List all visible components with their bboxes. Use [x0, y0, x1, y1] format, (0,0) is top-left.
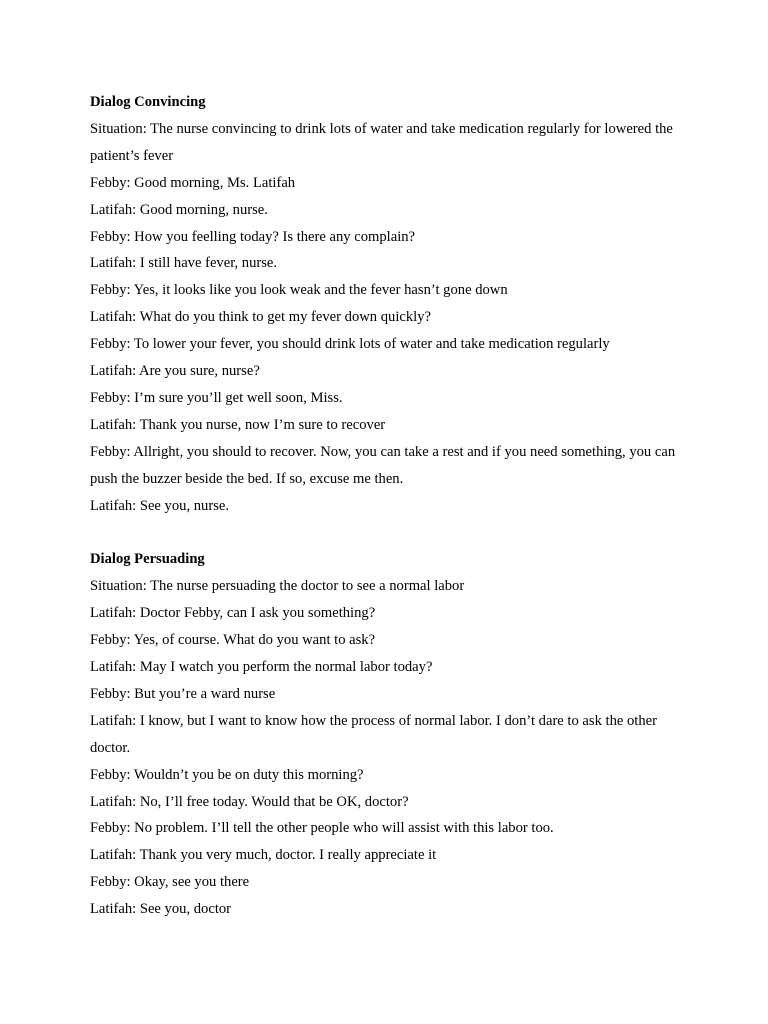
dialog-line: Febby: I’m sure you’ll get well soon, Miss.	[90, 389, 343, 406]
dialog-line: Febby: Good morning, Ms. Latifah	[90, 174, 296, 191]
dialog-line: Febby: How you feelling today? Is there any complain?	[90, 228, 416, 245]
dialog-line: Situation: The nurse persuading the doctor to see a normal labor	[90, 578, 465, 595]
dialog-line: Latifah: Thank you nurse, now I’m sure to recover	[90, 416, 386, 433]
section-spacer	[90, 520, 690, 547]
dialog-line: Situation: The nurse convincing to drink lots of water and take medication regularly for lowered the patient’s fever	[90, 120, 673, 164]
dialog-line: Latifah: No, I’ll free today. Would that be OK, doctor?	[90, 793, 409, 810]
document-page	[90, 89, 690, 923]
dialog-line: Febby: Wouldn’t you be on duty this morning?	[90, 766, 364, 783]
dialog-line: Latifah: Good morning, nurse.	[90, 201, 268, 218]
dialog-line: Febby: To lower your fever, you should drink lots of water and take medication regularly	[90, 336, 610, 353]
dialog-line: Latifah: Are you sure, nurse?	[90, 363, 260, 380]
dialog-line: Febby: No problem. I’ll tell the other people who will assist with this labor too.	[90, 820, 554, 837]
dialog-line: Latifah: What do you think to get my fever down quickly?	[90, 309, 431, 326]
section-title-convincing: Dialog Convincing	[90, 94, 206, 110]
dialog-line: Febby: Okay, see you there	[90, 874, 250, 891]
dialog-line: Latifah: I still have fever, nurse.	[90, 255, 278, 272]
dialog-line: Febby: Yes, of course. What do you want to ask?	[90, 632, 376, 649]
dialog-line: Latifah: May I watch you perform the normal labor today?	[90, 659, 433, 676]
dialog-line: Latifah: I know, but I want to know how the process of normal labor. I don’t dare to ask the other doctor.	[90, 712, 657, 756]
dialog-line: Febby: Yes, it looks like you look weak and the fever hasn’t gone down	[90, 282, 508, 299]
dialog-line: Latifah: Thank you very much, doctor. I really appreciate it	[90, 847, 437, 864]
dialog-line: Febby: But you’re a ward nurse	[90, 685, 276, 702]
dialog-line: Latifah: See you, doctor	[90, 901, 232, 918]
dialog-line: Latifah: Doctor Febby, can I ask you something?	[90, 605, 376, 622]
section-title-persuading: Dialog Persuading	[90, 551, 205, 568]
dialog-line: Latifah: See you, nurse.	[90, 497, 230, 514]
dialog-line: Febby: Allright, you should to recover. Now, you can take a rest and if you need something, you can push the buzzer beside the bed. If so, excuse me then.	[90, 443, 676, 487]
